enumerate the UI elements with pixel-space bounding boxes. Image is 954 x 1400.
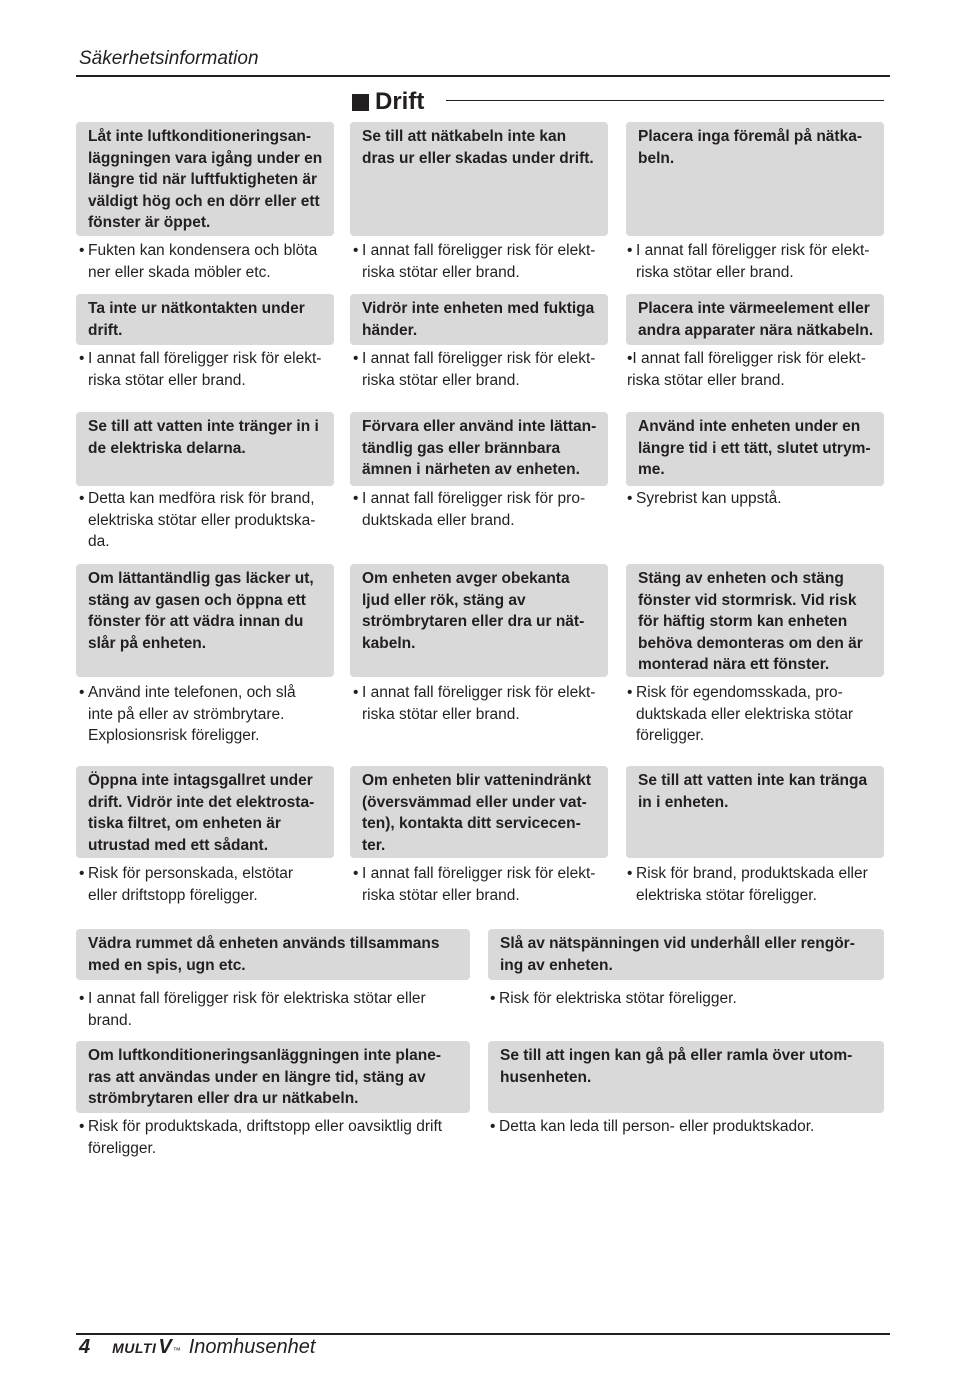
warning-note: • Risk för egendomsskada, pro- duktskada eller elektriska stötar föreligger. xyxy=(627,684,854,745)
bullet-icon: • xyxy=(79,865,85,882)
warning-heading: Placera inte värmeelement eller andra apparater nära nätkabeln. xyxy=(638,300,874,339)
warning-box xyxy=(76,564,334,677)
warning-box xyxy=(350,412,608,486)
warning-heading: Stäng av enheten och stäng fönster vid stormrisk. Vid risk för häftig storm kan enheten behöva demonteras om den är monterad nära ett fönster. xyxy=(638,570,863,674)
bullet-icon: • xyxy=(353,684,359,701)
warning-box xyxy=(76,766,334,858)
warning-heading: Se till att nätkabeln inte kan dras ur eller skadas under drift. xyxy=(362,128,594,167)
warning-heading: Vädra rummet då enheten används tillsammans med en spis, ugn etc. xyxy=(88,935,440,974)
warning-heading: Vidrör inte enheten med fuktiga händer. xyxy=(362,300,595,339)
warning-heading: Slå av nätspänningen vid underhåll eller rengör- ing av enheten. xyxy=(500,935,855,974)
warning-box xyxy=(76,122,334,236)
multi-v-logo xyxy=(112,1336,181,1359)
warning-box xyxy=(626,564,884,677)
logo-trademark: ™ xyxy=(172,1346,181,1355)
warning-note: • I annat fall föreligger risk för elekt- riska stötar eller brand. xyxy=(353,242,596,281)
warning-note: • I annat fall föreligger risk för elekt- riska stötar eller brand. xyxy=(627,242,870,281)
warning-heading: Se till att vatten inte kan tränga in i enheten. xyxy=(638,772,868,811)
warning-box xyxy=(350,564,608,677)
warning-box xyxy=(626,766,884,858)
warning-note: • Risk för personskada, elstötar eller driftstopp föreligger. xyxy=(79,865,294,904)
warning-heading: Placera inga föremål på nätka- beln. xyxy=(638,128,862,167)
warning-heading: Om enheten blir vattenindränkt (översvämmad eller under vat- ten), kontakta ditt servicecen- ter. xyxy=(362,772,592,854)
bullet-icon: • xyxy=(627,490,633,507)
warning-heading: Låt inte luftkonditioneringsan- läggningen vara igång under en längre tid när luftfuktigheten är väldigt hög och en dörr eller ett fönster är öppet. xyxy=(88,128,323,232)
warning-box xyxy=(76,412,334,486)
warning-heading: Ta inte ur nätkontakten under drift. xyxy=(88,300,305,339)
warning-box xyxy=(488,1041,884,1113)
warning-heading: Se till att ingen kan gå på eller ramla över utom- husenheten. xyxy=(500,1047,853,1086)
warning-note: • Risk för produktskada, driftstopp eller oavsiktlig drift föreligger. xyxy=(79,1118,443,1157)
bullet-icon: • xyxy=(353,865,359,882)
header-rule xyxy=(76,75,890,77)
warning-box xyxy=(76,1041,470,1113)
warning-note: • Risk för elektriska stötar föreligger. xyxy=(490,988,884,1010)
bullet-icon: • xyxy=(79,684,85,701)
warning-box xyxy=(350,294,608,345)
warning-note: • Detta kan medföra risk för brand, elektriska stötar eller produktska- da. xyxy=(79,490,316,551)
warning-note: • I annat fall föreligger risk för elekt- riska stötar eller brand. xyxy=(353,684,596,723)
warning-note: • Detta kan leda till person- eller produktskador. xyxy=(490,1116,884,1138)
bullet-icon: • xyxy=(353,242,359,259)
warning-note: • I annat fall föreligger risk för pro- duktskada eller brand. xyxy=(353,490,586,529)
bullet-icon: • xyxy=(79,490,85,507)
warning-heading: Se till att vatten inte tränger in i de elektriska delarna. xyxy=(88,418,319,457)
warning-note: • Fukten kan kondensera och blöta ner eller skada möbler etc. xyxy=(79,242,318,281)
bullet-icon: • xyxy=(353,350,359,367)
bullet-icon: • xyxy=(79,1118,85,1135)
square-bullet-icon xyxy=(352,94,369,111)
warning-heading: Förvara eller använd inte lättan- tändlig gas eller brännbara ämnen i närheten av enheten. xyxy=(362,418,597,479)
warning-box xyxy=(488,929,884,980)
footer-rule xyxy=(76,1333,890,1335)
warning-heading: Om luftkonditioneringsanläggningen inte plane- ras att användas under en längre tid, stäng av strömbrytaren eller dra ur nätkabeln. xyxy=(88,1047,442,1108)
warning-box xyxy=(350,766,608,858)
bullet-icon: • xyxy=(490,1118,496,1135)
warning-box xyxy=(76,929,470,980)
bullet-icon: • xyxy=(627,684,633,701)
page-number: 4 xyxy=(79,1336,91,1358)
warning-note: • Syrebrist kan uppstå. xyxy=(627,488,882,510)
bullet-icon: • xyxy=(627,865,633,882)
section-title xyxy=(352,88,424,116)
section-rule xyxy=(446,100,884,101)
warning-box xyxy=(626,412,884,486)
warning-heading: Om lättantändlig gas läcker ut, stäng av gasen och öppna ett fönster för att vädra innan du slår på enheten. xyxy=(88,570,314,652)
warning-box xyxy=(626,294,884,345)
warning-heading: Om enheten avger obekanta ljud eller rök, stäng av strömbrytaren eller dra ur nät- kabeln. xyxy=(362,570,585,652)
warning-note: • I annat fall föreligger risk för elekt- riska stötar eller brand. xyxy=(353,350,596,389)
warning-heading: Öppna inte intagsgallret under drift. Vidrör inte det elektrosta- tiska filtret, om enheten är utrustad med ett sådant. xyxy=(88,772,315,854)
warning-note: • I annat fall föreligger risk för elekt- riska stötar eller brand. xyxy=(79,350,322,389)
footer-subtitle: Inomhusenhet xyxy=(188,1336,316,1358)
bullet-icon: • xyxy=(79,350,85,367)
warning-heading: Använd inte enheten under en längre tid i ett tätt, slutet utrym- me. xyxy=(638,418,871,479)
warning-box xyxy=(350,122,608,236)
bullet-icon: • xyxy=(490,990,496,1007)
warning-note: • Använd inte telefonen, och slå inte på eller av strömbrytare. Explosionsrisk föreligger. xyxy=(79,684,296,745)
warning-note: • I annat fall föreligger risk för elekt- riska stötar eller brand. xyxy=(353,865,596,904)
warning-box xyxy=(76,294,334,345)
bullet-icon: • xyxy=(79,242,85,259)
bullet-icon: • xyxy=(79,990,85,1007)
bullet-icon: • xyxy=(353,490,359,507)
page-footer xyxy=(79,1336,315,1359)
warning-note: • Risk för brand, produktskada eller elektriska stötar föreligger. xyxy=(627,865,868,904)
warning-note: •I annat fall föreligger risk för elekt- riska stötar eller brand. xyxy=(627,350,866,389)
logo-multi-text: MULTI xyxy=(112,1340,157,1356)
section-title-text: Drift xyxy=(375,88,425,115)
logo-v-text: V xyxy=(158,1336,172,1358)
running-header: Säkerhetsinformation xyxy=(79,48,259,69)
bullet-icon: • xyxy=(627,242,633,259)
warning-note: • I annat fall föreligger risk för elektriska stötar eller brand. xyxy=(79,990,426,1029)
warning-box xyxy=(626,122,884,236)
